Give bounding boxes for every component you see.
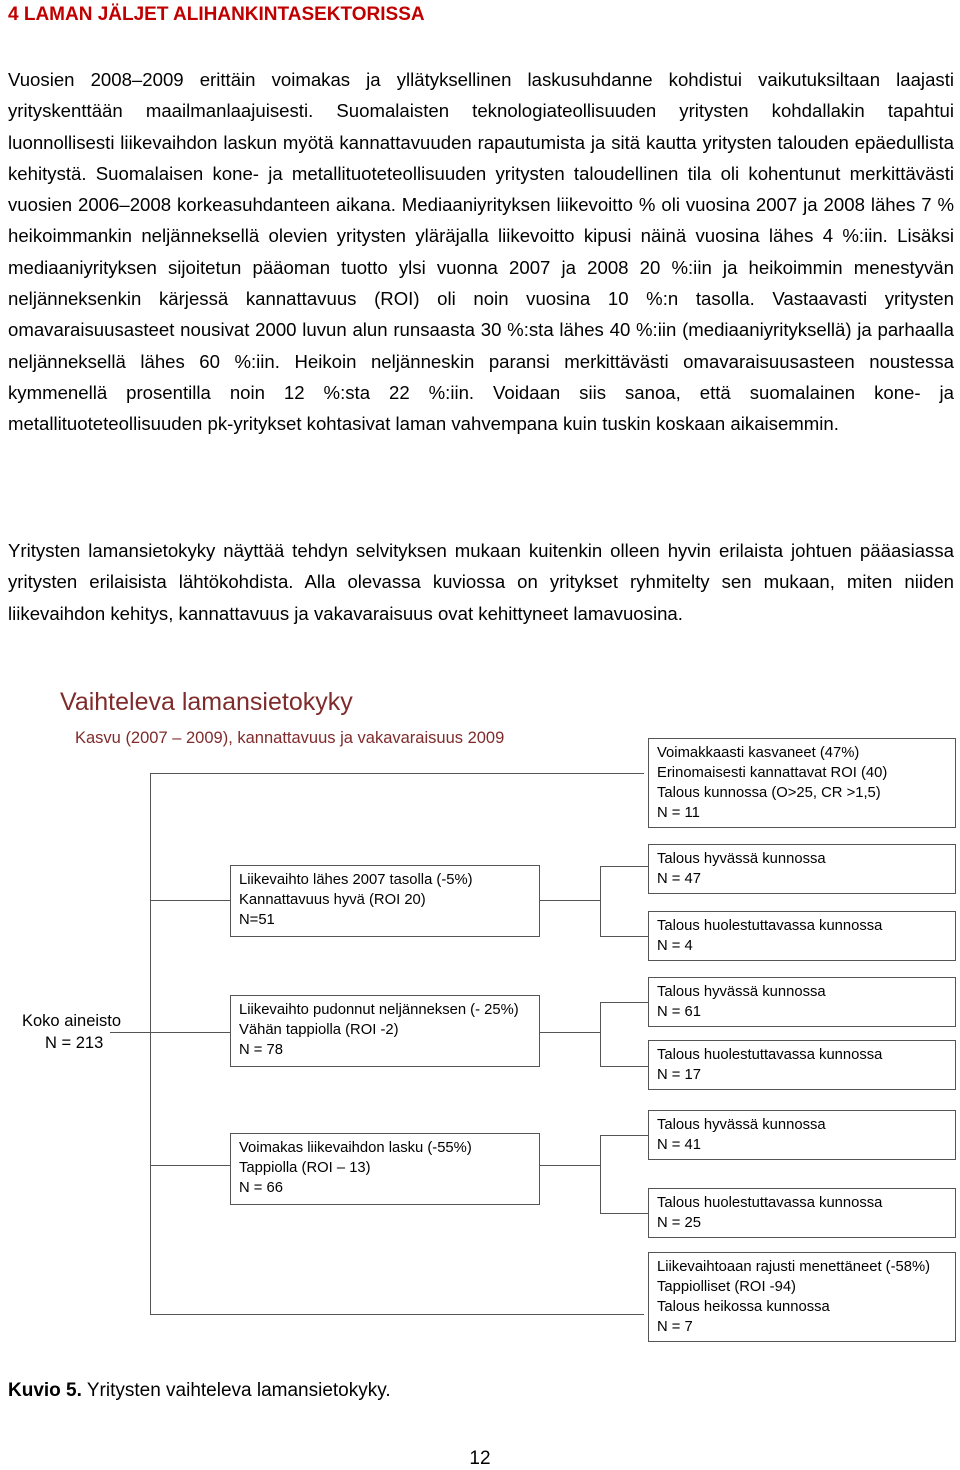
mid-box-1: Liikevaihto lähes 2007 tasolla (-5%) Kannattavuus hyvä (ROI 20) N=51 bbox=[230, 865, 540, 937]
mid-box-2: Liikevaihto pudonnut neljänneksen (- 25%) Vähän tappiolla (ROI -2) N = 78 bbox=[230, 995, 540, 1067]
connector-root bbox=[110, 1032, 230, 1033]
right-box-6: Talous hyvässä kunnossa N = 41 bbox=[648, 1110, 956, 1160]
right-box-7: Talous huolestuttavassa kunnossa N = 25 bbox=[648, 1188, 956, 1238]
connector-trunk bbox=[150, 773, 151, 1314]
connector-r2 bbox=[600, 866, 648, 867]
connector-mid1-vert bbox=[600, 866, 601, 936]
connector-r6 bbox=[600, 1135, 648, 1136]
mid-box-3: Voimakas liikevaihdon lasku (-55%) Tappiolla (ROI – 13) N = 66 bbox=[230, 1133, 540, 1205]
connector-r3 bbox=[600, 936, 648, 937]
right-box-3: Talous huolestuttavassa kunnossa N = 4 bbox=[648, 911, 956, 961]
connector-mid3-right bbox=[540, 1165, 600, 1166]
root-node: Koko aineisto N = 213 bbox=[22, 1012, 122, 1052]
right-box-5: Talous huolestuttavassa kunnossa N = 17 bbox=[648, 1040, 956, 1090]
right-box-8: Liikevaihtoaan rajusti menettäneet (-58%) Tappiolliset (ROI -94) Talous heikossa kunnossa N = 7 bbox=[648, 1252, 956, 1342]
connector-r5 bbox=[600, 1066, 648, 1067]
connector-mid2-vert bbox=[600, 1002, 601, 1066]
right-box-2: Talous hyvässä kunnossa N = 47 bbox=[648, 844, 956, 894]
connector-mid1-right bbox=[540, 900, 600, 901]
figure-caption bbox=[8, 1380, 391, 1402]
caption-text: Yritysten vaihteleva lamansietokyky. bbox=[81, 1380, 391, 1401]
right-box-4: Talous hyvässä kunnossa N = 61 bbox=[648, 977, 956, 1027]
figure-title: Vaihteleva lamansietokyky bbox=[60, 688, 353, 716]
connector-top bbox=[150, 773, 644, 774]
connector-mid-3 bbox=[150, 1165, 230, 1166]
section-heading: 4 LAMAN JÄLJET ALIHANKINTASEKTORISSA bbox=[8, 4, 425, 25]
connector-bottom bbox=[150, 1314, 644, 1315]
paragraph-2: Yritysten lamansietokyky näyttää tehdyn selvityksen mukaan kuitenkin olleen hyvin erilaista johtuen pääasiassa yritysten erilaisista lähtökohdista. Alla olevassa kuviossa on yritykset ryhmitelty sen mukaan, miten niiden liikevaihdon kehitys, kannattavuus ja vakavaraisuus ovat kehittyneet lamavuosina. bbox=[8, 540, 954, 624]
connector-r4 bbox=[600, 1002, 648, 1003]
figure-subtitle: Kasvu (2007 – 2009), kannattavuus ja vakavaraisuus 2009 bbox=[75, 729, 505, 747]
connector-mid-1 bbox=[150, 900, 230, 901]
paragraph-1: Vuosien 2008–2009 erittäin voimakas ja yllätyksellinen laskusuhdanne kohdistui vaikutuksiltaan laajasti yrityskenttään maailmanlaajuisesti. Suomalaisten teknologiateollisuuden yritysten kohdallakin tapahtui luonnollisesti liikevaihdon laskun myötä kannattavuuden rapautumista ja sitä kautta yritysten talouden epäedullista kehitystä. Suomalaisen kone- ja metallituoteteollisuuden yritysten taloudellinen tila oli kohentunut merkittävästi vuosien 2006–2008 korkeasuhdanteen aikana. Mediaaniyrityksen liikevoitto % oli vuosina 2007 ja 2008 lähes 7 % heikoimmankin neljänneksellä olevien yritysten yläräjalla liikevoitto kipusi näinä vuosina lähes 4 %:iin. Lisäksi mediaaniyrityksen sijoitetun pääoman tuotto ylsi vuonna 2007 ja 2008 20 %:iin ja heikoimmin menestyvän neljänneksenkin kärjessä kannattavuus (ROI) oli noin vuosina 10 %:n tasolla. Vastaavasti yritysten omavaraisuusasteet nousivat 2000 luvun alun runsaasta 30 %:sta lähes 40 %:iin (mediaaniyrityksellä) ja parhaalla neljänneksellä lähes 60 %:iin. Heikoin neljänneskin paransi merkittävästi omavaraisuusasteen noustessa kymmenellä prosentilla noin 12 %:sta 22 %:iin. Voidaan siis sanoa, että suomalainen kone- ja metallituoteteollisuuden pk-yritykset kohtasivat laman vahvempana kuin tuskin koskaan aikaisemmin. bbox=[8, 69, 954, 435]
connector-r7 bbox=[600, 1213, 648, 1214]
right-box-1: Voimakkaasti kasvaneet (47%) Erinomaisesti kannattavat ROI (40) Talous kunnossa (O>25, CR >1,5) N = 11 bbox=[648, 738, 956, 828]
caption-label: Kuvio 5. bbox=[8, 1380, 82, 1401]
connector-mid3-vert bbox=[600, 1135, 601, 1213]
page-number: 12 bbox=[469, 1448, 491, 1469]
connector-mid2-right bbox=[540, 1032, 600, 1033]
